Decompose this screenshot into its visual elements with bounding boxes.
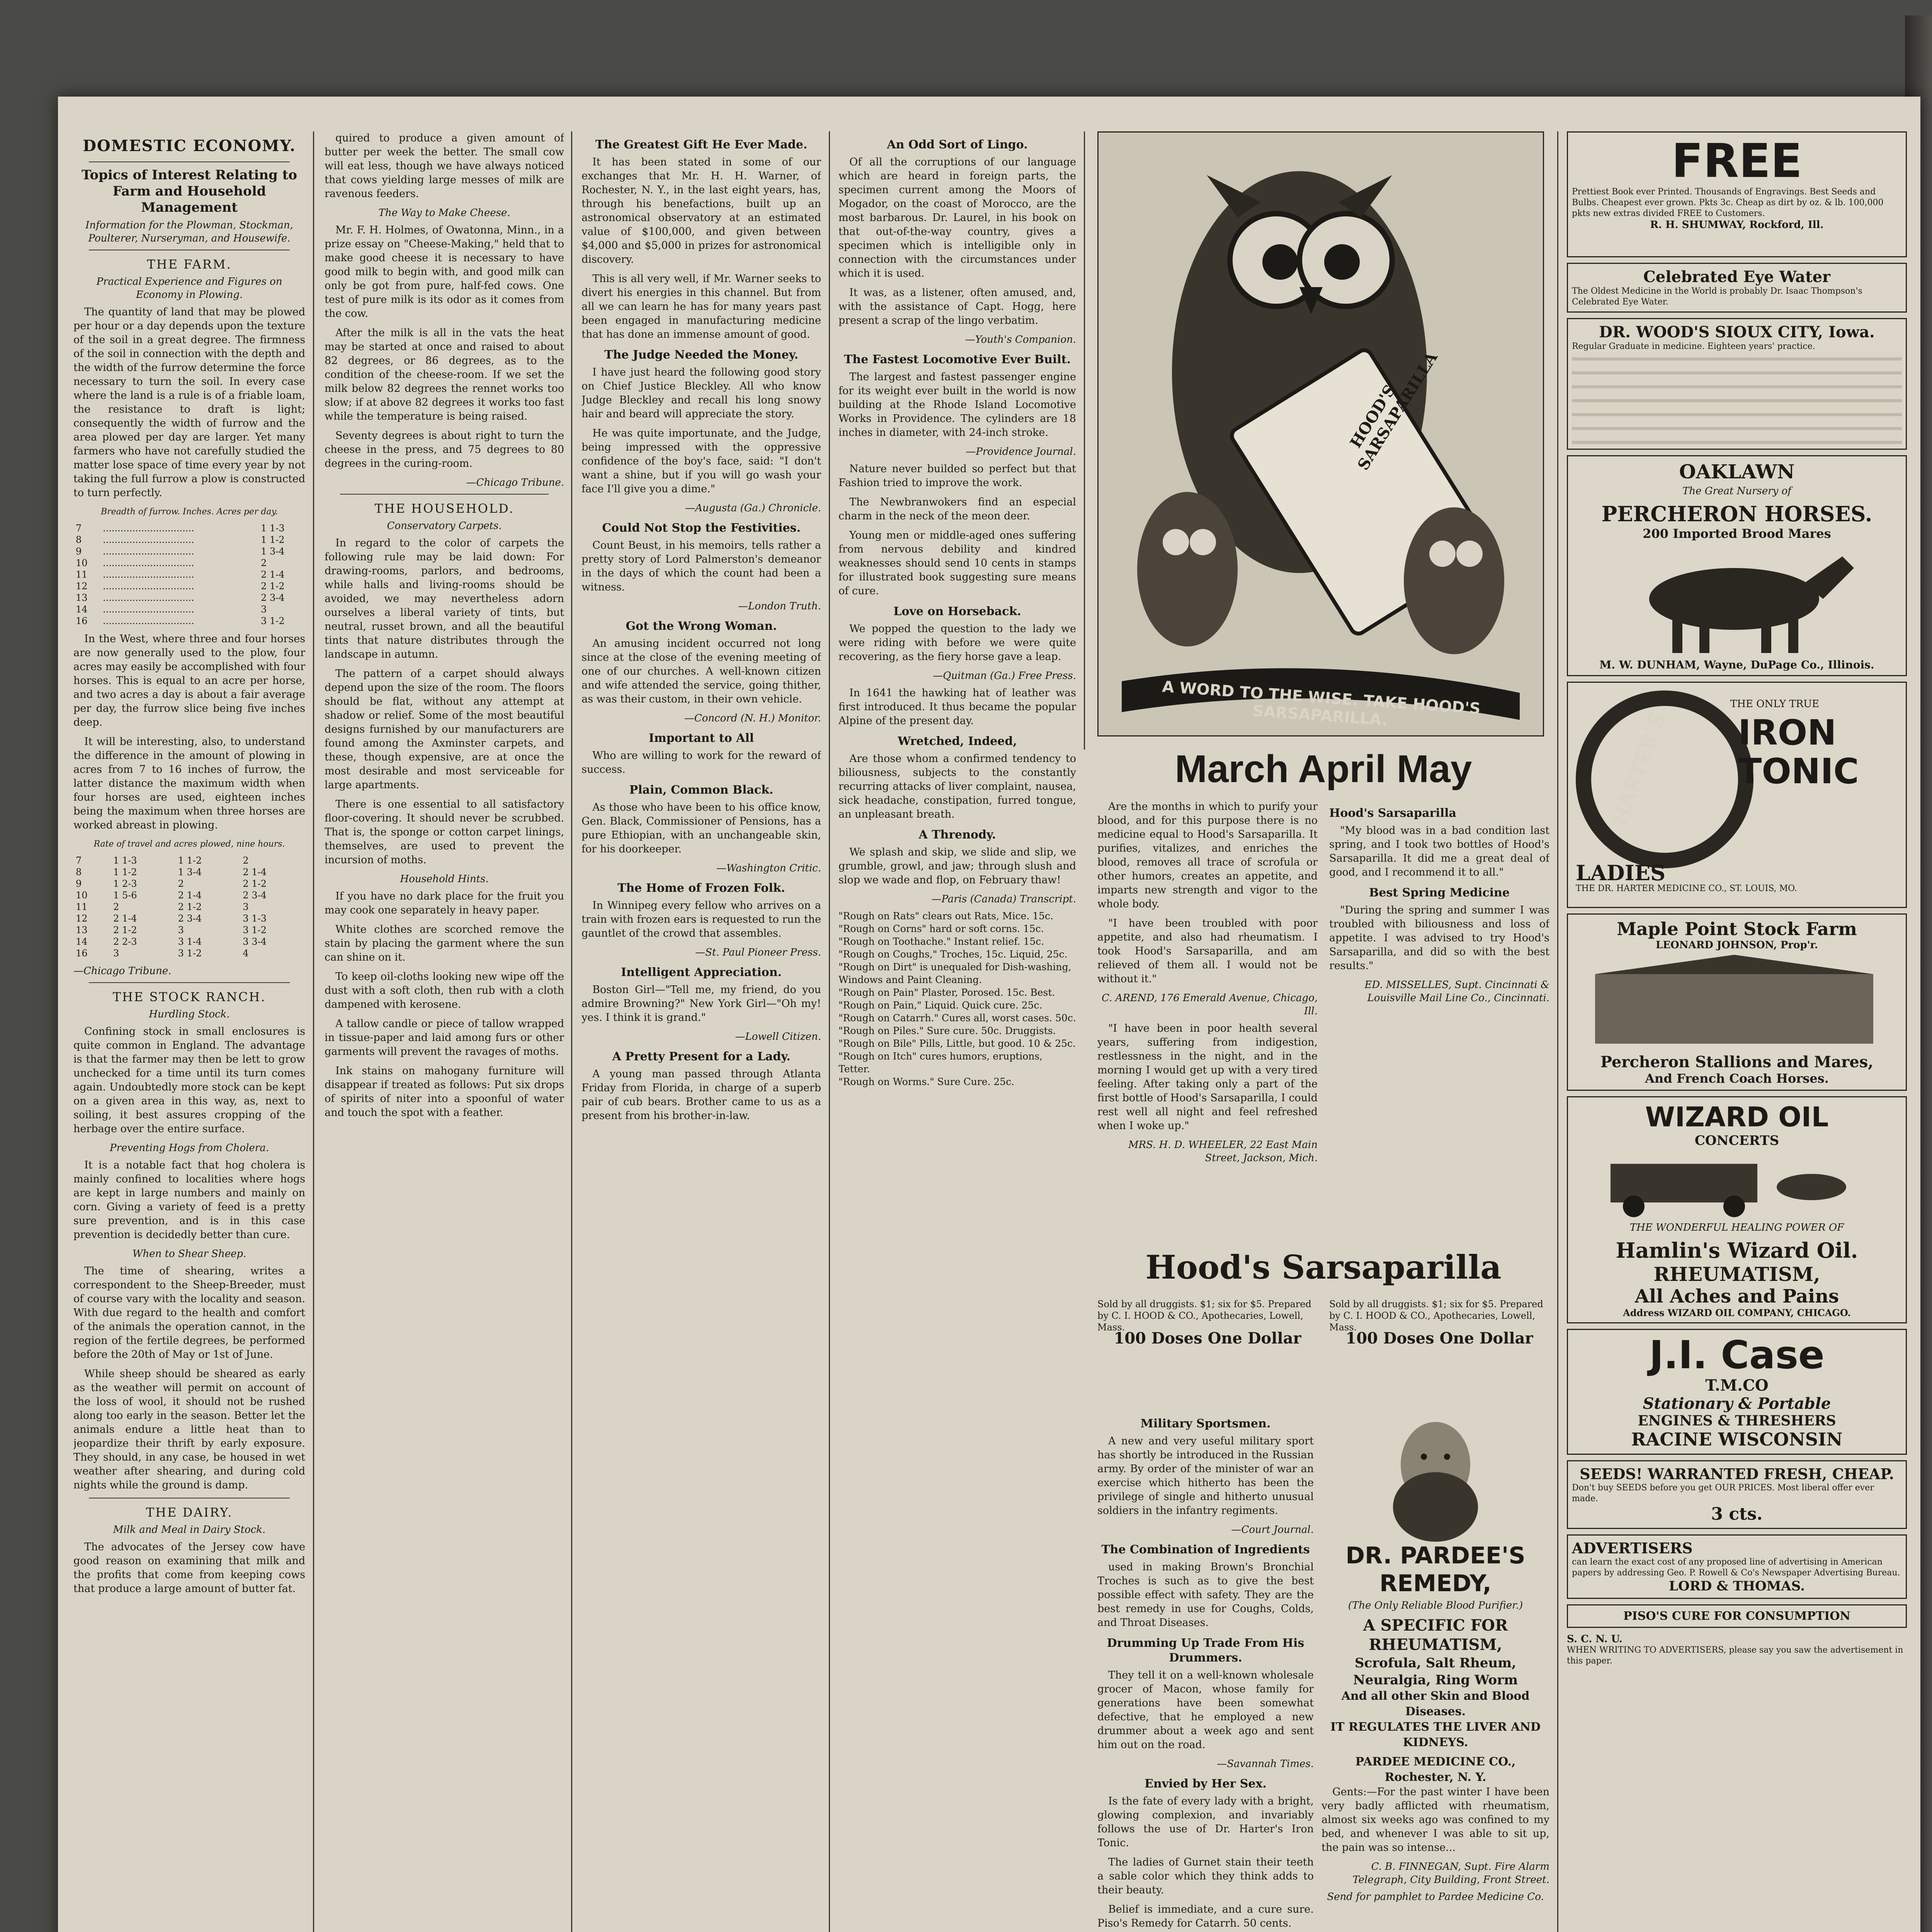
rough-item: "Rough on Corns" hard or soft corns. 15c. <box>838 923 1044 934</box>
rough-item: "Rough on Bile" Pills, Little, but good. 10 & 25c. <box>838 1038 1076 1049</box>
column-household <box>325 131 564 1932</box>
eye-water-title: Celebrated Eye Water <box>1643 268 1831 286</box>
best-spring-medicine: Best Spring Medicine <box>1369 886 1510 900</box>
case-stationary: Stationary & Portable <box>1643 1395 1831 1413</box>
article-paragraph: The time of shearing, writes a correspondent to the Sheep-Breeder, must of course vary with the locality and season. With due regard to the health and comfort of the animals the operation cannot, in the region of the fertile degrees, be performed before the 20th of May or 1st of June. <box>73 1265 305 1361</box>
pardee-remedy-ad <box>1321 1410 1549 1932</box>
hoods-paragraph: "During the spring and summer I was troubled with biliousness and loss of appetite. I was advised to try Hood's Sarsaparilla, and did so with the best results." <box>1329 904 1549 972</box>
article-headline: Plain, Common Black. <box>629 783 774 797</box>
free-body: Prettiest Book ever Printed. Thousands of Engravings. Best Seeds and Bulbs. Cheapest ever grown. Pkts 3c. Cheap as dirt by oz. & lb. 100,000 pkts new extras divided FREE to Customers. <box>1572 187 1884 218</box>
article-headline: The Home of Frozen Folk. <box>617 881 785 895</box>
pardee-skin: And all other Skin and Blood Diseases. <box>1341 1689 1530 1718</box>
article-paragraph: In Winnipeg every fellow who arrives on a train with frozen ears is requested to run the gauntlet of the crowd that assembles. <box>582 900 821 939</box>
wizard-address: Address WIZARD OIL COMPANY, CHICAGO. <box>1623 1307 1851 1318</box>
rough-item: "Rough on Pain," Liquid. Quick cure. 25c. <box>838 1000 1043 1011</box>
pardee-portrait <box>1378 1410 1493 1542</box>
credit-line: —Youth's Companion. <box>965 334 1076 345</box>
article-subhead: Practical Experience and Figures on Economy in Plowing. <box>96 276 282 301</box>
rough-item: "Rough on Pain" Plaster, Porosed. 15c. Best. <box>838 987 1055 998</box>
article-subhead: Household Hints. <box>400 873 489 885</box>
article-paragraph: used in making Brown's Bronchial Troches is such as to give the best possible effect with safety. They are the best remedy in use for Coughs, Colds, and Throat Diseases. <box>1097 1561 1314 1629</box>
hoods-paragraph: "My blood was in a bad condition last spring, and I took two bottles of Hood's Sarsaparilla. It did me a great deal of good, and I recommend it to all." <box>1329 825 1549 878</box>
dr-wood-body: Regular Graduate in medicine. Eighteen years' practice. <box>1572 342 1815 351</box>
article-paragraph: The ladies of Gurnet stain their teeth a sable color which they think adds to their beauty. <box>1097 1856 1314 1896</box>
dr-wood-ad <box>1567 318 1907 450</box>
article-paragraph: Confining stock in small enclosures is quite common in England. The advantage is that the farmer may then be lett to grow unchecked for a time until its turn comes again. Undoubtedly more stock can be kept on a given area in this way, as, next to soiling, it best assures cropping of the herbage over the entire surface. <box>73 1026 305 1135</box>
pardee-company: PARDEE MEDICINE CO., Rochester, N. Y. <box>1355 1755 1516 1784</box>
article-paragraph: White clothes are scorched remove the stain by placing the garment where the sun can shine on it. <box>325 923 564 963</box>
rough-item: "Rough on Itch" cures humors, eruptions, Tetter. <box>838 1051 1043 1075</box>
article-paragraph: It has been stated in some of our exchanges that Mr. H. H. Warner, of Rochester, N. Y., in the last eight years, has, through his benefactions, built up an astronomical observatory at an estimated value of $100,000, and given between $4,000 and $5,000 in prizes for astronomical discovery. <box>582 156 821 265</box>
article-paragraph: The Newbranwokers find an especial charm in the neck of the meon deer. <box>838 496 1076 522</box>
testimonial-signature: ED. MISSELLES, Supt. Cincinnati & Louisville Mail Line Co., Cincinnati. <box>1364 979 1549 1004</box>
when-writing: WHEN WRITING TO ADVERTISERS, please say you saw the advertisement in this paper. <box>1567 1645 1903 1666</box>
article-paragraph: A tallow candle or piece of tallow wrapped in tissue-paper and laid among furs or other garments will prevent the ravages of moths. <box>325 1018 564 1058</box>
snu-mark: S. C. N. U. <box>1567 1633 1622 1645</box>
article-paragraph: In the West, where three and four horses are now generally used to the plow, four acres may easily be accomplished with four horses. This is equal to an acre per horse, and two acres a day is about a fair average per day, the furrow slice being five inches deep. <box>73 633 305 728</box>
article-headline: Intelligent Appreciation. <box>621 966 782 979</box>
article-paragraph: Count Beust, in his memoirs, tells rather a pretty story of Lord Palmerston's demeanor in the days of which the count had been a witness. <box>582 539 821 593</box>
wizard-aches: All Aches and Pains <box>1634 1286 1839 1307</box>
barn-picture <box>1572 951 1896 1051</box>
harter-company: THE DR. HARTER MEDICINE CO., ST. LOUIS, MO. <box>1576 884 1797 893</box>
column-rule <box>571 131 572 1932</box>
seeds2-title: SEEDS! WARRANTED FRESH, CHEAP. <box>1580 1465 1894 1483</box>
column-rule <box>1084 131 1085 750</box>
credit-line: —Quitman (Ga.) Free Press. <box>933 670 1076 682</box>
article-headline: Drumming Up Trade From His Drummers. <box>1107 1636 1304 1665</box>
owl-picture <box>1099 133 1543 735</box>
article-paragraph: A young man passed through Atlanta Friday from Florida, in charge of a superb pair of cub bears. Brother came to us as a present from his brother-in-law. <box>582 1068 821 1122</box>
seeds-warranted-ad <box>1567 1460 1907 1529</box>
article-headline: Military Sportsmen. <box>1140 1417 1271 1430</box>
rough-item: "Rough on Toothache." Instant relief. 15c. <box>838 936 1044 947</box>
case-title: J.I. Case <box>1649 1332 1825 1378</box>
only-true: THE ONLY TRUE <box>1730 698 1820 710</box>
article-paragraph: We splash and skip, we slide and slip, we grumble, growl, and jaw; through slush and slop we wade and flop, on February thaw! <box>838 846 1076 886</box>
article-paragraph: They tell it on a well-known wholesale grocer of Macon, whose family for generations have been somewhat defective, that he employed a new drummer about a week ago and sent him out on the road. <box>1097 1669 1314 1751</box>
lord-thomas: LORD & THOMAS. <box>1669 1578 1805 1594</box>
column-rule <box>829 131 830 1932</box>
credit-line: —Chicago Tribune. <box>73 965 172 977</box>
article-paragraph: There is one essential to all satisfactory floor-covering. It should never be scrubbed. That is, the sponge or cotton carpet linings, themselves, are used to prevent the incursion of moths. <box>325 798 564 866</box>
article-paragraph: Belief is immediate, and a cure sure. Piso's Remedy for Catarrh. 50 cents. <box>1097 1903 1314 1929</box>
case-threshing-ad <box>1567 1329 1907 1455</box>
article-paragraph: We popped the question to the lady we were riding with before we were quite recovering, as the fiery horse gave a leap. <box>838 623 1076 663</box>
case-tm: T.M.CO <box>1705 1376 1769 1395</box>
hoods-paragraph: Are the months in which to purify your blood, and for this purpose there is no medicine equal to Hood's Sarsaparilla. It purifies, vitalizes, and enriches the blood, removes all trace of scrofula or other humors, creates an appetite, and imparts new strength and vigor to the whole body. <box>1097 801 1318 910</box>
article-paragraph: If you have no dark place for the fruit you may cook one separately in heavy paper. <box>325 890 564 916</box>
article-paragraph: Is the fate of every lady with a bright, glowing complexion, and invariably follows the use of Dr. Harter's Iron Tonic. <box>1097 1795 1314 1849</box>
article-paragraph: It was, as a listener, often amused, and, with the assistance of Capt. Hogg, here present a scrap of the lingo verbatim. <box>838 287 1076 327</box>
rough-item: "Rough on Rats" clears out Rats, Mice. 15c. <box>838 910 1053 922</box>
oaklawn-ad <box>1567 455 1907 676</box>
article-headline: Wretched, Indeed, <box>898 735 1017 748</box>
article-paragraph: quired to produce a given amount of butter per week the better. The small cow will eat less, though we have always noticed that cows yielding large messes of milk are ravenous feeders. <box>325 132 564 200</box>
right-ads-column <box>1567 131 1907 1932</box>
section-head-farm: THE FARM. <box>147 257 232 272</box>
wizard-oil-ad <box>1567 1096 1907 1323</box>
newspaper-page <box>58 97 1920 1932</box>
article-headline: A Threnody. <box>918 828 996 842</box>
pardee-specific: A SPECIFIC FOR RHEUMATISM, <box>1363 1616 1508 1654</box>
maple-sub: LEONARD JOHNSON, Prop'r. <box>1656 939 1818 951</box>
wagon-picture <box>1572 1148 1896 1218</box>
hoods-testimonial-block <box>1097 746 1549 1403</box>
article-paragraph: Seventy degrees is about right to turn the cheese in the press, and 75 degrees to 80 degrees in the curing-room. <box>325 430 564 469</box>
ladies-heading: LADIES <box>1576 861 1666 885</box>
case-engines: ENGINES & THRESHERS <box>1638 1413 1836 1429</box>
march-april-may-headline: March April May <box>1175 747 1472 791</box>
wizard-oil-title: WIZARD OIL <box>1645 1101 1829 1133</box>
hoods-paragraph: "I have been troubled with poor appetite, and also had rheumatism. I took Hood's Sarsaparilla, and am relieved of them all. I would not be without it." <box>1097 917 1318 985</box>
maple-point-ad <box>1567 913 1907 1091</box>
seeds2-body: Don't buy SEEDS before you get OUR PRICES. Most liberal offer ever made. <box>1572 1483 1874 1503</box>
credit-line: —Washington Critic. <box>716 862 821 874</box>
seeds2-price: 3 cts. <box>1711 1504 1763 1524</box>
dr-wood-title: DR. WOOD'S SIOUX CITY, Iowa. <box>1599 323 1875 341</box>
article-paragraph: Are those whom a confirmed tendency to biliousness, subjects to the constantly recurring attacks of liver complaint, nausea, sick headache, constipation, furred tongue, an unpleasant breath. <box>838 753 1076 820</box>
rough-item: "Rough on Piles." Sure cure. 50c. Druggists. <box>838 1025 1056 1036</box>
oaklawn-sub: The Great Nursery of <box>1682 485 1791 497</box>
article-paragraph: The quantity of land that may be plowed per hour or a day depends upon the texture of the soil in a great degree. The firmness of the soil in connection with the depth and the width of the furrow determine the force necessary to turn the soil. In every case where the land is a rule is of a friable loam, the resistance to draft is light; consequently the width of furrow and the area plowed per day are larger. Yet many farmers who have not carefully studied the matter lose space of time every year by not taking the full furrow a plow is constructed to turn perfectly. <box>73 306 305 499</box>
section-head-household: THE HOUSEHOLD. <box>374 501 514 516</box>
rough-on-list <box>838 910 1076 1088</box>
article-headline: Love on Horseback. <box>893 605 1021 618</box>
pardee-scrofula: Scrofula, Salt Rheum, Neuralgia, Ring Worm <box>1353 1655 1518 1688</box>
article-paragraph: It is a notable fact that hog cholera is mainly confined to localities where hogs are kept in large numbers and mainly on corn. Giving a variety of feed is a pretty sure prevention, and is in this case prevention is decidedly better than cure. <box>73 1159 305 1241</box>
pardee-title: DR. PARDEE'S REMEDY, <box>1345 1542 1526 1597</box>
case-racine: RACINE WISCONSIN <box>1631 1429 1843 1450</box>
article-paragraph: Boston Girl—"Tell me, my friend, do you admire Browning?" New York Girl—"Oh my! yes. I think it is grand." <box>582 984 821 1024</box>
horse-picture <box>1572 541 1896 657</box>
article-paragraph: As those who have been to his office know, Gen. Black, Commissioner of Pensions, has a pure Ethiopian, with an unchangeable skin, for his doorkeeper. <box>582 801 821 855</box>
advertisers-body: can learn the exact cost of any proposed line of advertising in American papers by addressing Geo. P. Rowell & Co's Newspaper Advertising Bureau. <box>1572 1557 1900 1578</box>
pardee-letter: Gents:—For the past winter I have been very badly afflicted with rheumatism, almost six weeks ago was confined to my bed, and whenever I was able to sit up, the pain was so intense... <box>1321 1786 1549 1854</box>
article-paragraph: In regard to the color of carpets the following rule may be laid down: For drawing-rooms, parlors, and bedrooms, while halls and living-rooms should be avoided, we may nevertheless adorn ourselves a liberal variety of tints, but neutral, russet brown, and all the beautiful tints that nature distributes through the landscape in autumn. <box>325 537 564 660</box>
owl-banner: A WORD TO THE WISE. TAKE HOOD'S SARSAPARILLA. <box>1162 678 1481 730</box>
section-head-stock: THE STOCK RANCH. <box>112 990 266 1004</box>
hoods-big-name: Hood's Sarsaparilla <box>1145 1248 1502 1286</box>
article-paragraph: He was quite importunate, and the Judge, being impressed with the oppressive confidence of the boy's face, said: "I don't want a shine, but if you will go wash your face I'll give you a dime." <box>582 427 821 495</box>
article-subhead: When to Shear Sheep. <box>132 1248 247 1260</box>
credit-line: —London Truth. <box>738 600 821 612</box>
piso-cure-ad: PISO'S CURE FOR CONSUMPTION <box>1567 1604 1907 1628</box>
percheron-horses: PERCHERON HORSES. <box>1601 502 1872 526</box>
pardee-signature: C. B. FINNEGAN, Supt. Fire Alarm Telegraph, City Building, Front Street. <box>1352 1861 1549 1886</box>
article-paragraph: While sheep should be sheared as early as the weather will permit on account of the loss of wool, it should not be rushed along too early in the season. Better let the animals endure a little heat than to jeopardize their thrift by early exposure. They should, in any case, be housed in wet weather after shearing, and during cold nights while the ground is damp. <box>73 1368 305 1491</box>
article-paragraph: The pattern of a carpet should always depend upon the size of the room. The floors should be flat, without any attempt at shadow or relief. Some of the most beautiful designs furnished by our manufacturers are found among the Axminster carpets, and these, though expensive, are at once the most desirable and most serviceable for large apartments. <box>325 668 564 791</box>
free-title: FREE <box>1671 134 1803 188</box>
department-tagline: Information for the Plowman, Stockman, Poulterer, Nurseryman, and Housewife. <box>85 219 293 244</box>
article-subhead: Hurdling Stock. <box>149 1009 230 1020</box>
shumway-free-ad <box>1567 131 1907 257</box>
article-headline: The Greatest Gift He Ever Made. <box>595 138 808 151</box>
wizard-rheumatism: RHEUMATISM, <box>1653 1263 1820 1286</box>
hamlins-wizard-oil: Hamlin's Wizard Oil. <box>1616 1238 1858 1263</box>
small-type-block <box>1572 352 1902 445</box>
testimonial-signature: MRS. H. D. WHEELER, 22 East Main Street, Jackson, Mich. <box>1128 1139 1318 1164</box>
article-paragraph: To keep oil-cloths looking new wipe off the dust with a soft cloth, then rub with a cloth dampened with kerosene. <box>325 971 564 1010</box>
oaklawn-title: OAKLAWN <box>1679 460 1795 483</box>
advertisers-ad <box>1567 1534 1907 1599</box>
table-caption: Rate of travel and acres plowed, nine hours. <box>94 839 285 849</box>
article-paragraph: I have just heard the following good story on Chief Justice Bleckley. All who know Judge Bleckley and recall his long snowy hair and beard will appreciate the story. <box>582 366 821 420</box>
percheron-stallions: Percheron Stallions and Mares, <box>1600 1053 1874 1071</box>
article-paragraph: Who are willing to work for the reward of success. <box>582 750 821 776</box>
furrow-table: 7 ............................... 1 1-3 8 ............................... 1 1-2 9 ............................... 1 3-4 10 ............................... 2 11 ............................... 2 1-4 12 ............................... 2 1-2 13 ............................... 2 3-4 14 ............................... 3 16 ............................... 3 1-2 <box>76 523 285 626</box>
harters-name: HARTER'S <box>1607 708 1672 829</box>
article-subhead: Milk and Meal in Dairy Stock. <box>113 1524 266 1536</box>
article-headline: Got the Wrong Woman. <box>626 619 777 633</box>
hoods-paragraph: "I have been in poor health several years, suffering from indigestion, restlessness in the night, and in the morning I would get up with a very tired feeling. After taking only a part of the first bottle of Hood's Sarsaparilla, I could rest well all night and feel refreshed when I woke up." <box>1097 1022 1318 1132</box>
article-headline: Envied by Her Sex. <box>1145 1777 1267 1791</box>
credit-line: —Court Journal. <box>1231 1524 1314 1536</box>
article-headline: The Fastest Locomotive Ever Built. <box>844 353 1071 366</box>
rough-item: "Rough on Dirt" is unequaled for Dish-washing, Windows and Paint Cleaning. <box>838 961 1071 985</box>
credit-line: —Concord (N. H.) Monitor. <box>684 713 821 724</box>
article-paragraph: Ink stains on mahogany furniture will disappear if treated as follows: Put six drops of spirits of niter into a spoonful of water and touch the spot with a feather. <box>325 1065 564 1119</box>
rough-item: "Rough on Worms." Sure Cure. 25c. <box>838 1076 1015 1087</box>
article-paragraph: A new and very useful military sport has shortly be introduced in the Russian army. By order of the minister of war an exercise which hitherto has been the privilege of single and hitherto unusual soldiers in the infantry regiments. <box>1097 1435 1314 1517</box>
section-head-dairy: THE DAIRY. <box>146 1505 233 1520</box>
military-column <box>1097 1410 1314 1932</box>
article-paragraph: Mr. F. H. Holmes, of Owatonna, Minn., in a prize essay on "Cheese-Making," held that to make good cheese it is necessary to have good milk to begin with, and good milk can only be got from pure, half-fed cows. One test of pure milk is its odor as it comes from the cow. <box>325 224 564 320</box>
article-headline: A Pretty Present for a Lady. <box>612 1050 791 1063</box>
pardee-only: (The Only Reliable Blood Purifier.) <box>1348 1600 1523 1611</box>
article-paragraph: The largest and fastest passenger engine for its weight ever built in the world is now building at the Rhode Island Locomotive Works in Providence. The cylinders are 18 inches in diameter, with 24-inch stroke. <box>838 371 1076 439</box>
iron-tonic-title: IRON TONIC <box>1738 713 1859 792</box>
credit-line: —Providence Journal. <box>966 446 1076 457</box>
wizard-concerts: CONCERTS <box>1694 1133 1779 1148</box>
credit-line: —Chicago Tribune. <box>466 477 564 488</box>
travel-table: 7 1 1-3 1 1-2 2 8 1 1-2 1 3-4 2 1-4 9 1 2-3 2 2 1-2 10 1 5-6 2 1-4 2 3-4 11 2 2 1-2 3 12 2 1-4 2 3-4 3 1-3 13 2 1-2 3 3 1-2 14 2 2-3 3 1-4 3 3-4 16 3 3 1-2 4 <box>76 855 267 959</box>
article-paragraph: The advocates of the Jersey cow have good reason on examining that milk and the profits that come from keeping cows that produce a large amount of butter fat. <box>73 1541 305 1595</box>
credit-line: —Savannah Times. <box>1217 1758 1314 1770</box>
article-subhead: Preventing Hogs from Cholera. <box>110 1142 269 1154</box>
hoods-sold-right: Sold by all druggists. $1; six for $5. Prepared by C. I. HOOD & CO., Apothecaries, Lowell, Mass. <box>1329 1299 1543 1333</box>
column-odd-lingo <box>838 131 1076 1932</box>
article-paragraph: In 1641 the hawking hat of leather was first introduced. It thus became the popular Alpine of the present day. <box>838 687 1076 727</box>
harters-iron-tonic-ad <box>1567 682 1907 908</box>
article-headline: An Odd Sort of Lingo. <box>887 138 1028 151</box>
article-headline: Important to All <box>648 731 754 745</box>
hoods-sold-left: Sold by all druggists. $1; six for $5. Prepared by C. I. HOOD & CO., Apothecaries, Lowell, Mass. <box>1097 1299 1311 1333</box>
bottle-label: HOOD'S SARSAPARILLA <box>1346 349 1441 474</box>
rough-item: "Rough on Catarrh." Cures all, worst cases. 50c. <box>838 1012 1076 1024</box>
credit-line: —Paris (Canada) Transcript. <box>931 893 1076 905</box>
pardee-send: Send for pamphlet to Pardee Medicine Co. <box>1327 1891 1544 1903</box>
credit-line: —Augusta (Ga.) Chronicle. <box>685 502 821 514</box>
column-rule <box>1557 131 1558 1932</box>
column-domestic-economy <box>73 131 305 1932</box>
article-paragraph: This is all very well, if Mr. Warner seeks to divert his energies in this channel. But from all we can learn he has for many years past been engaged in manufacturing medicine that has done an immense amount of good. <box>582 273 821 340</box>
hoods-doses-right: 100 Doses One Dollar <box>1345 1329 1533 1347</box>
article-paragraph: Of all the corruptions of our language which are heard in foreign parts, the specimen current among the Moors of Mogador, on the coast of Morocco, are the most barbarous. Dr. Laurel, in his book on that out-of-the-way country, gives a specimen which is intelligible only in connection with the circumstances under which it is used. <box>838 156 1076 279</box>
department-subtitle: Topics of Interest Relating to Farm and Household Management <box>82 167 297 215</box>
advertisers-title: ADVERTISERS <box>1572 1539 1693 1557</box>
eye-water-ad <box>1567 263 1907 313</box>
dunham-address: M. W. DUNHAM, Wayne, DuPage Co., Illinois. <box>1599 658 1874 671</box>
rough-item: "Rough on Coughs," Troches, 15c. Liquid, 25c. <box>838 949 1068 960</box>
article-headline: Could Not Stop the Festivities. <box>602 521 801 535</box>
article-subhead: Conservatory Carpets. <box>387 520 502 532</box>
hoods-doses-left: 100 Doses One Dollar <box>1114 1329 1301 1347</box>
eye-water-body: The Oldest Medicine in the World is probably Dr. Isaac Thompson's Celebrated Eye Water. <box>1572 286 1862 307</box>
pardee-regulates: IT REGULATES THE LIVER AND KIDNEYS. <box>1330 1720 1541 1749</box>
hoods-owl-illustration <box>1097 131 1544 736</box>
article-subhead: The Way to Make Cheese. <box>378 207 510 219</box>
article-headline: The Judge Needed the Money. <box>604 348 798 362</box>
credit-line: —St. Paul Pioneer Press. <box>695 947 821 958</box>
department-title: DOMESTIC ECONOMY. <box>83 137 296 155</box>
hoods-left-column <box>1097 800 1318 1168</box>
maple-title: Maple Point Stock Farm <box>1617 918 1857 939</box>
shumway-company: R. H. SHUMWAY, Rockford, Ill. <box>1650 219 1824 231</box>
article-paragraph: An amusing incident occurred not long since at the close of the evening meeting of one of our churches. A well-known citizen and wife attended the service, going thither, as was their custom, in their own vehicle. <box>582 638 821 705</box>
hoods-subhead: Hood's Sarsaparilla <box>1329 806 1456 820</box>
imported-mares: 200 Imported Brood Mares <box>1643 526 1831 541</box>
column-miscellany <box>582 131 821 1932</box>
column-rule <box>313 131 314 1932</box>
coach-horses: And French Coach Horses. <box>1645 1071 1829 1086</box>
wizard-healing: THE WONDERFUL HEALING POWER OF <box>1629 1222 1844 1233</box>
credit-line: —Lowell Citizen. <box>735 1031 821 1043</box>
testimonial-signature: C. AREND, 176 Emerald Avenue, Chicago, Ill. <box>1102 992 1318 1017</box>
article-paragraph: It will be interesting, also, to understand the difference in the amount of plowing in acres from 7 to 16 inches of furrow, the latter distance the maximum width when four horses are used, eighteen inches being the maximum when three horses are worked abreast in plowing. <box>73 736 305 831</box>
article-paragraph: Nature never builded so perfect but that Fashion tried to improve the work. <box>838 463 1076 489</box>
table-caption: Breadth of furrow. Inches. Acres per day. <box>100 507 278 517</box>
article-headline: The Combination of Ingredients <box>1101 1543 1310 1556</box>
article-paragraph: After the milk is all in the vats the heat may be started at once and raised to about 82 degrees, or 86 degrees, as to the condition of the cheese-room. If we set the milk below 82 degrees the rennet works too slow; if at above 82 degrees it works too fast while the temperature is being raised. <box>325 327 564 422</box>
hoods-right-column <box>1329 800 1549 1009</box>
article-paragraph: Young men or middle-aged ones suffering from nervous debility and kindred weaknesses should send 10 cents in stamps for illustrated book suggesting sure means of cure. <box>838 529 1076 597</box>
